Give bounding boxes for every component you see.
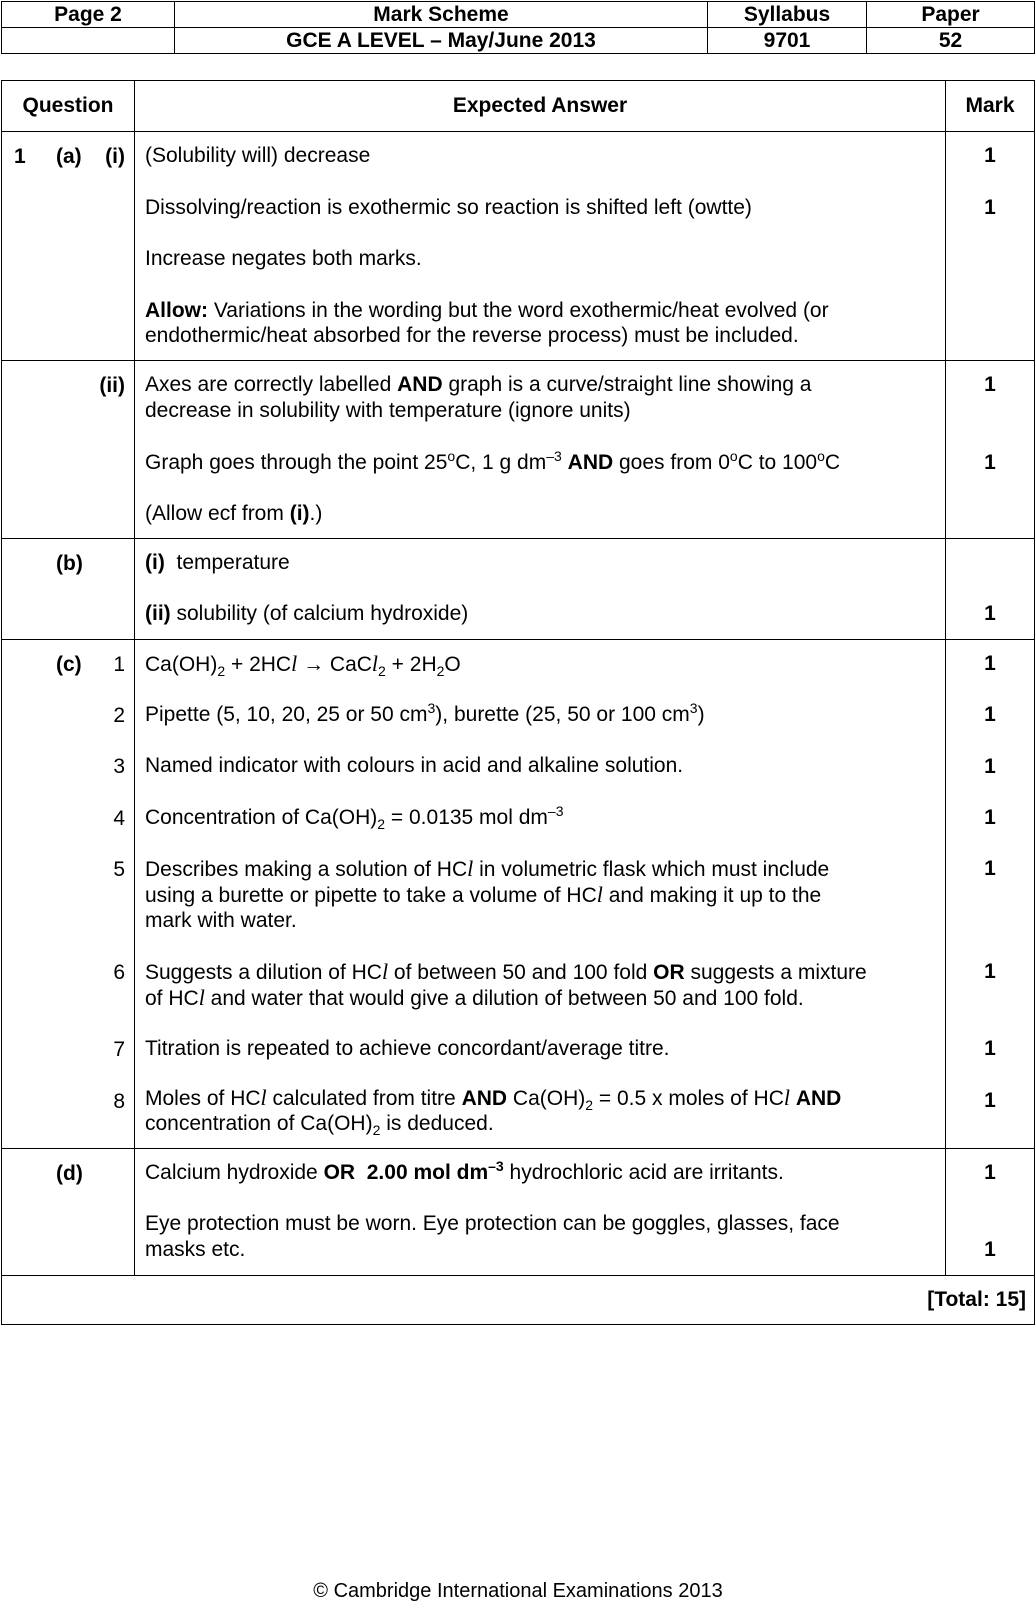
mark-value: 1 [984, 144, 996, 167]
page-number: Page 2 [2, 2, 175, 28]
paper-label: Paper [867, 2, 1035, 28]
mark-cell [946, 539, 1035, 640]
mark-value: 1 [984, 806, 996, 829]
row-1d [2, 1149, 1035, 1276]
answer-line: (Allow ecf from (i).) [145, 502, 323, 525]
answer-line: (ii) solubility (of calcium hydroxide) [145, 602, 469, 625]
answer-line: using a burette or pipette to take a volume of HCl and making it up to the [145, 882, 822, 907]
mark-value: 1 [984, 1037, 996, 1060]
item-number: 3 [113, 755, 125, 778]
mark-cell [946, 1149, 1035, 1276]
row-1a-ii [2, 361, 1035, 539]
answer-header: Expected Answer [135, 81, 946, 132]
mark-value: 1 [984, 960, 996, 983]
answer-line: Named indicator with colours in acid and alkaline solution. [145, 754, 684, 777]
question-part: (c) [56, 653, 82, 676]
answer-line: endothermic/heat absorbed for the reverse process) must be included. [145, 324, 799, 347]
mark-cell [946, 361, 1035, 539]
answer-line: (Solubility will) decrease [145, 144, 371, 167]
answer-cell [135, 361, 946, 539]
mark-value: 1 [984, 1089, 996, 1112]
answer-line: $Ca(OH)_2 + 2HCl$ → CaCl$_2$ + $2H_2O$ [145, 651, 461, 680]
question-subpart: (ii) [99, 374, 125, 397]
answer-line: Moles of HCl calculated from titre AND $Ca(OH)_2 = 0.5$ x moles of HCl AND [145, 1085, 842, 1114]
arrow-icon: → [303, 653, 325, 676]
mark-value: 1 [984, 373, 996, 396]
item-number: 8 [113, 1090, 125, 1113]
answer-cell [135, 640, 946, 1149]
mark-value: 1 [984, 755, 996, 778]
answer-line: Calcium hydroxide OR 2.00 mol $dm^{-3}$ hydrochloric acid are irritants. [145, 1158, 784, 1184]
copyright-footer: © Cambridge International Examinations 2013 [313, 1580, 723, 1602]
syllabus-code: 9701 [708, 28, 867, 54]
total-row [2, 1276, 1035, 1325]
question-header: Question [2, 81, 135, 132]
answer-line: Increase negates both marks. [145, 247, 422, 270]
mark-scheme-table [1, 80, 1035, 1325]
item-number: 1 [113, 653, 125, 676]
mark-value: 1 [984, 1161, 996, 1184]
mark-value: 1 [984, 857, 996, 880]
header-table [1, 1, 1035, 54]
mark-value: 1 [984, 652, 996, 675]
question-subpart: (i) [105, 145, 125, 168]
row-1a-i [2, 132, 1035, 361]
answer-line: masks etc. [145, 1238, 246, 1261]
answer-cell [135, 132, 946, 361]
mark-value: 1 [984, 451, 996, 474]
answer-line: mark with water. [145, 909, 297, 932]
answer-cell [135, 1149, 946, 1276]
paper-number: 52 [867, 28, 1035, 54]
item-number: 5 [113, 858, 125, 881]
answer-line: Titration is repeated to achieve concordant/average titre. [145, 1037, 670, 1060]
answer-line: Dissolving/reaction is exothermic so reaction is shifted left (owtte) [145, 196, 752, 219]
mark-value: 1 [984, 1238, 996, 1261]
question-part: (a) [56, 145, 82, 168]
answer-line: Pipette (5, 10, 20, 25 or 50 $cm^3$), burette (25, 50 or 100 $cm^3$) [145, 700, 705, 726]
item-number: 4 [113, 807, 125, 830]
answer-line: Eye protection must be worn. Eye protection can be goggles, glasses, face [145, 1212, 840, 1235]
row-1b [2, 539, 1035, 640]
syllabus-label: Syllabus [708, 2, 867, 28]
question-part: (b) [56, 552, 83, 575]
mark-value: 1 [984, 703, 996, 726]
answer-line: decrease in solubility with temperature (ignore units) [145, 399, 631, 422]
allow-label: Allow: [145, 299, 208, 322]
row-1c [2, 640, 1035, 1149]
mark-value: 1 [984, 196, 996, 219]
item-number: 2 [113, 704, 125, 727]
header-empty-cell [2, 28, 175, 54]
answer-line: Allow: Variations in the wording but the word exothermic/heat evolved (or [145, 299, 829, 322]
answer-line: Describes making a solution of HCl in volumetric flask which must include [145, 856, 830, 881]
mark-cell [946, 132, 1035, 361]
question-number: 1 [14, 145, 26, 168]
answer-line: (i) temperature [145, 551, 290, 574]
column-header-row [2, 81, 1035, 132]
doc-title: Mark Scheme [175, 2, 708, 28]
answer-line: Axes are correctly labelled AND graph is a curve/straight line showing a [145, 373, 812, 396]
answer-line: Concentration of $Ca(OH)_2 = 0.0135$ mol $dm^{-3}$ [145, 803, 564, 833]
mark-cell [946, 640, 1035, 1149]
answer-line: Graph goes through the point 25$^o$C, 1 g $dm^{-3}$ AND goes from 0$^o$C to 100$^o$C [145, 448, 841, 474]
answer-cell [135, 539, 946, 640]
answer-line: of HCl and water that would give a dilution of between 50 and 100 fold. [145, 985, 804, 1010]
exam-name: GCE A LEVEL – May/June 2013 [175, 28, 708, 54]
item-number: 6 [113, 961, 125, 984]
mark-header: Mark [946, 81, 1035, 132]
question-part: (d) [56, 1162, 83, 1185]
mark-value: 1 [984, 602, 996, 625]
answer-line: concentration of $Ca(OH)_2$ is deduced. [145, 1112, 494, 1139]
answer-line: Suggests a dilution of HCl of between 50 and 100 fold OR suggests a mixture [145, 959, 867, 984]
total-marks: [Total: 15] [2, 1276, 1035, 1325]
item-number: 7 [113, 1038, 125, 1061]
